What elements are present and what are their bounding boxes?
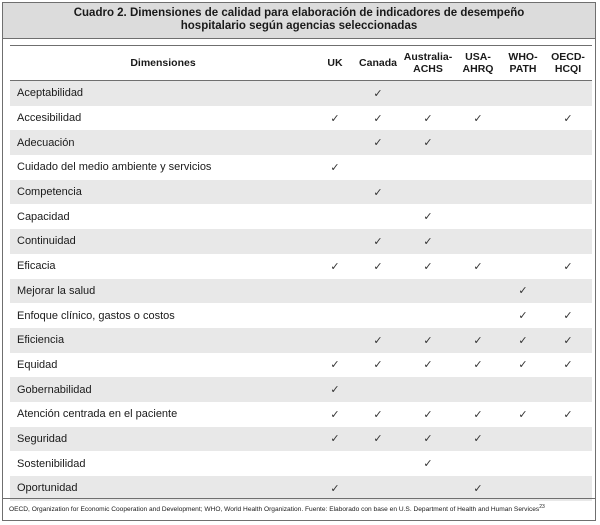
header-col-line1: UK — [327, 57, 343, 69]
empty-cell — [354, 279, 402, 304]
dimension-name: Capacidad — [17, 210, 70, 223]
empty-cell — [502, 155, 544, 180]
empty-cell — [502, 254, 544, 279]
table-row — [10, 476, 592, 501]
empty-cell — [354, 303, 402, 328]
header-col-line2: PATH — [509, 63, 537, 75]
empty-cell — [316, 204, 354, 229]
empty-cell — [544, 476, 592, 501]
empty-cell — [454, 204, 502, 229]
check-icon: ✓ — [354, 328, 402, 353]
table-row — [10, 254, 592, 279]
empty-cell — [544, 427, 592, 452]
table-footnote — [3, 498, 595, 520]
check-icon: ✓ — [518, 359, 528, 372]
table-title — [3, 3, 595, 39]
check-icon: ✓ — [454, 328, 502, 353]
empty-cell — [316, 81, 354, 106]
empty-cell — [544, 155, 592, 180]
header-col-canada — [354, 46, 402, 81]
dimension-name: Gobernabilidad — [10, 377, 316, 402]
check-icon: ✓ — [316, 427, 354, 452]
dimension-name: Accesibilidad — [17, 112, 82, 125]
header-col-line1: Canada — [359, 57, 397, 69]
dimension-name: Atención centrada en el paciente — [17, 408, 178, 421]
empty-cell — [502, 476, 544, 501]
dimension-name: Continuidad — [10, 229, 316, 254]
check-icon: ✓ — [330, 112, 340, 125]
empty-cell — [402, 155, 454, 180]
empty-cell — [402, 279, 454, 304]
empty-cell — [502, 81, 544, 106]
table-row — [10, 353, 592, 378]
check-icon: ✓ — [563, 112, 573, 125]
empty-cell — [544, 451, 592, 476]
empty-cell — [316, 328, 354, 353]
check-icon: ✓ — [473, 112, 483, 125]
empty-cell — [454, 377, 502, 402]
check-icon: ✓ — [454, 476, 502, 501]
check-icon: ✓ — [502, 328, 544, 353]
table-row — [10, 402, 592, 427]
check-icon: ✓ — [373, 112, 383, 125]
check-icon: ✓ — [354, 229, 402, 254]
header-col-line1: Australia- — [403, 51, 453, 63]
dimension-name: Competencia — [10, 180, 316, 205]
empty-cell — [316, 279, 354, 304]
empty-cell — [502, 229, 544, 254]
empty-cell — [454, 130, 502, 155]
empty-cell — [354, 476, 402, 501]
table-frame — [2, 2, 596, 521]
header-col-line1: WHO- — [508, 51, 538, 63]
header-col-line2: AHRQ — [462, 63, 494, 75]
footnote-text: OECD, Organization for Economic Cooperation and Development; WHO, World Health Organization. Fuente: Elaborado con base en U.S. Department of Health and Human Services — [9, 506, 540, 513]
empty-cell — [544, 279, 592, 304]
empty-cell — [502, 204, 544, 229]
empty-cell — [502, 451, 544, 476]
empty-cell — [544, 180, 592, 205]
empty-cell — [316, 180, 354, 205]
check-icon: ✓ — [373, 260, 383, 273]
check-icon: ✓ — [423, 408, 433, 421]
dimension-name: Aceptabilidad — [10, 81, 316, 106]
check-icon: ✓ — [454, 427, 502, 452]
check-icon: ✓ — [354, 130, 402, 155]
empty-cell — [316, 451, 354, 476]
table-row — [10, 229, 592, 254]
empty-cell — [454, 155, 502, 180]
empty-cell — [454, 303, 502, 328]
check-icon: ✓ — [354, 81, 402, 106]
check-icon: ✓ — [473, 359, 483, 372]
header-col-uk — [316, 46, 354, 81]
check-icon: ✓ — [423, 211, 433, 224]
header-row — [10, 46, 592, 81]
empty-cell — [402, 377, 454, 402]
table-row — [10, 279, 592, 304]
table-row — [10, 204, 592, 229]
empty-cell — [402, 180, 454, 205]
empty-cell — [502, 106, 544, 131]
empty-cell — [544, 229, 592, 254]
empty-cell — [454, 229, 502, 254]
check-icon: ✓ — [423, 260, 433, 273]
table-row — [10, 377, 592, 402]
empty-cell — [316, 130, 354, 155]
check-icon: ✓ — [330, 260, 340, 273]
empty-cell — [316, 303, 354, 328]
check-icon: ✓ — [402, 229, 454, 254]
empty-cell — [402, 303, 454, 328]
header-col-australia-achs — [402, 46, 454, 81]
check-icon: ✓ — [563, 310, 573, 323]
check-icon: ✓ — [473, 408, 483, 421]
check-icon: ✓ — [373, 359, 383, 372]
dimension-name: Cuidado del medio ambiente y servicios — [17, 161, 212, 174]
check-icon: ✓ — [423, 112, 433, 125]
empty-cell — [454, 180, 502, 205]
empty-cell — [454, 279, 502, 304]
empty-cell — [402, 81, 454, 106]
dimension-name: Seguridad — [10, 427, 316, 452]
quality-dimensions-table — [10, 45, 592, 501]
dimension-name: Eficacia — [17, 260, 56, 273]
empty-cell — [354, 451, 402, 476]
check-icon: ✓ — [544, 328, 592, 353]
header-dimensions: Dimensiones — [10, 46, 316, 81]
check-icon: ✓ — [316, 476, 354, 501]
dimension-name: Equidad — [17, 358, 58, 371]
dimension-name: Mejorar la salud — [10, 279, 316, 304]
check-icon: ✓ — [373, 408, 383, 421]
footnote-ref: 23 — [539, 503, 545, 510]
table-row — [10, 130, 592, 155]
empty-cell — [316, 229, 354, 254]
table-row — [10, 303, 592, 328]
table-row — [10, 180, 592, 205]
empty-cell — [402, 476, 454, 501]
check-icon: ✓ — [402, 328, 454, 353]
check-icon: ✓ — [473, 260, 483, 273]
check-icon: ✓ — [423, 458, 433, 471]
table-row — [10, 106, 592, 131]
empty-cell — [544, 204, 592, 229]
empty-cell — [454, 81, 502, 106]
header-col-line1: USA- — [465, 51, 491, 63]
table-row — [10, 81, 592, 106]
check-icon: ✓ — [423, 359, 433, 372]
empty-cell — [544, 377, 592, 402]
header-col-usa-ahrq — [454, 46, 502, 81]
header-col-line2: HCQI — [554, 63, 582, 75]
header-col-who-path — [502, 46, 544, 81]
header-col-line1: OECD- — [551, 51, 585, 63]
check-icon: ✓ — [330, 161, 340, 174]
check-icon: ✓ — [518, 310, 528, 323]
table-row — [10, 328, 592, 353]
table-row — [10, 427, 592, 452]
table-body — [10, 81, 592, 501]
empty-cell — [354, 377, 402, 402]
empty-cell — [544, 81, 592, 106]
empty-cell — [354, 155, 402, 180]
dimension-name: Sostenibilidad — [17, 457, 86, 470]
empty-cell — [544, 130, 592, 155]
check-icon: ✓ — [354, 180, 402, 205]
empty-cell — [354, 204, 402, 229]
header-col-oecd-hcqi — [544, 46, 592, 81]
check-icon: ✓ — [563, 408, 573, 421]
empty-cell — [454, 451, 502, 476]
check-icon: ✓ — [402, 427, 454, 452]
check-icon: ✓ — [563, 260, 573, 273]
check-icon: ✓ — [502, 279, 544, 304]
dimension-name: Eficiencia — [10, 328, 316, 353]
check-icon: ✓ — [518, 408, 528, 421]
table-title-line1: Cuadro 2. Dimensiones de calidad para elaboración de indicadores de desempeño — [73, 7, 525, 19]
empty-cell — [502, 427, 544, 452]
empty-cell — [502, 180, 544, 205]
check-icon: ✓ — [316, 377, 354, 402]
dimension-name: Adecuación — [10, 130, 316, 155]
dimension-name: Enfoque clínico, gastos o costos — [17, 309, 175, 322]
dimension-name: Oportunidad — [10, 476, 316, 501]
table-row — [10, 155, 592, 180]
check-icon: ✓ — [563, 359, 573, 372]
check-icon: ✓ — [354, 427, 402, 452]
check-icon: ✓ — [402, 130, 454, 155]
header-col-line2: ACHS — [413, 63, 443, 75]
check-icon: ✓ — [330, 408, 340, 421]
table-title-line2: hospitalario según agencias seleccionadas — [180, 20, 418, 32]
check-icon: ✓ — [330, 359, 340, 372]
empty-cell — [502, 377, 544, 402]
empty-cell — [502, 130, 544, 155]
table-row — [10, 451, 592, 476]
